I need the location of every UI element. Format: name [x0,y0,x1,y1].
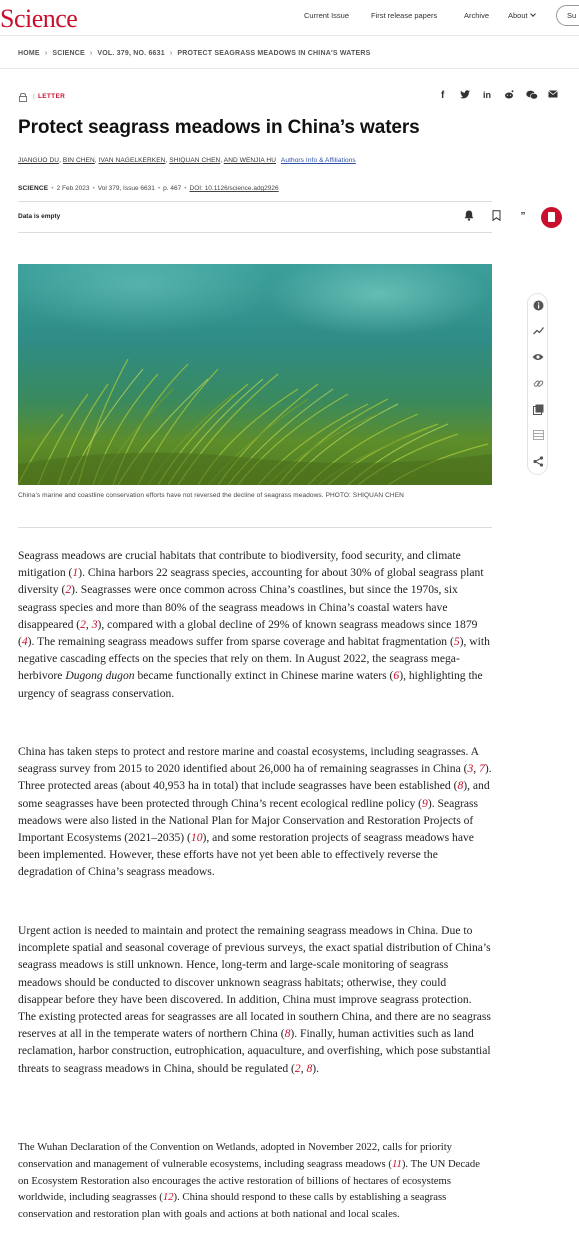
references-icon[interactable] [532,404,544,416]
reference-link[interactable]: 9 [422,796,428,810]
figure-caption: China’s marine and coastline conservation efforts have not reversed the decline of seagrass meadows. PHOTO: SHIQUAN CHEN [18,492,404,499]
breadcrumb [18,50,370,57]
twitter-icon[interactable] [460,90,470,102]
divider [0,68,579,69]
linkedin-icon[interactable]: in [483,90,491,100]
author-link[interactable]: SHIQUAN CHEN [169,157,221,164]
reference-link[interactable]: 7 [479,762,485,776]
chevron-down-icon [530,11,536,17]
publish-date: 2 Feb 2023 [56,185,90,192]
separator-dot: • [92,185,95,192]
nav-current-issue[interactable]: Current Issue [304,11,350,20]
wechat-icon[interactable] [526,90,538,102]
author-link[interactable]: AND WENJIA HU [223,157,277,164]
journal-name: SCIENCE [18,185,49,192]
reference-link[interactable]: 4 [21,635,28,649]
article-title: Protect seagrass meadows in China’s waters [18,117,420,138]
breadcrumb-current: PROTECT SEAGRASS MEADOWS IN CHINA'S WATERS [177,50,371,57]
species-name: Dugong dugon [65,669,135,683]
article-meta [18,185,279,192]
reference-link[interactable]: 2 [80,617,86,631]
reference-link[interactable]: 2 [294,1061,301,1075]
cite-icon[interactable]: ” [520,211,526,222]
reference-link[interactable]: 3 [91,617,98,631]
bookmark-icon[interactable] [489,210,503,224]
author-link[interactable]: JIANGUO DU [18,157,60,164]
facebook-icon[interactable]: f [441,90,445,101]
breadcrumb-separator: › [169,50,173,57]
metrics-icon[interactable] [532,326,544,338]
email-icon[interactable] [548,90,558,102]
divider [18,232,492,233]
breadcrumb-science[interactable]: SCIENCE [52,50,85,57]
author-link[interactable]: IVAN NAGELKERKEN [98,157,166,164]
lock-icon [19,93,25,100]
alert-bell-icon[interactable] [462,210,476,224]
reference-link[interactable]: 3 [467,762,474,776]
site-logo[interactable]: Science [0,4,78,33]
reference-link[interactable]: 11 [391,1157,402,1170]
article-tools-sidebar [527,293,548,475]
reference-link[interactable]: 1 [72,566,79,580]
paragraph-2: China has taken steps to protect and restore marine and coastal ecosystems, including seagrasses. A seagrass survey from 2015 to 2020 identified about 26,000 ha of remaining seagrasses in China (3, 7). Three protected areas (about 40,953 ha in total) that include seagrasses have been established (8), and some seagrasses have been protected through China’s recent ecological redline policy (9). Seagrass meadows were also listed in the National Plan for Major Conservation and Restoration Projects of Important Ecosystems (2021–2035) (10), and some restoration projects of seagrass meadows have been implemented. However, these efforts have not yet been able to effectively reverse the degradation of China’s seagrass meadows. [18,745,492,879]
nav-about-label: About [508,11,528,20]
view-icon[interactable] [532,352,544,364]
subscribe-button[interactable]: Su [556,5,579,26]
top-navigation [0,0,579,36]
authors-affiliations-link[interactable]: Authors Info & Affiliations [280,157,356,164]
breadcrumb-separator: › [44,50,48,57]
page-number: p. 467 [163,185,182,192]
author-link[interactable]: BIN CHEN [62,157,95,164]
divider [18,527,492,528]
nav-archive[interactable]: Archive [464,11,490,20]
nav-first-release[interactable]: First release papers [371,11,438,20]
info-icon[interactable] [532,300,544,312]
author-list: JIANGUO DU, BIN CHEN, IVAN NAGELKERKEN, SHIQUAN CHEN, AND WENJIA HU Authors Info & Affiliations [18,157,356,164]
separator-dot: • [157,185,161,192]
nav-about[interactable] [508,11,535,20]
separator-dot: • [184,185,187,192]
link-icon[interactable] [532,378,544,390]
seagrass-illustration [18,264,492,485]
seagrass-photo [18,264,492,485]
share-icon[interactable] [532,456,544,468]
divider-bar: | [33,93,35,100]
reference-link[interactable]: 12 [162,1191,174,1204]
article-type [33,93,65,100]
reference-link[interactable]: 2 [65,583,72,597]
reddit-icon[interactable] [504,90,514,102]
reference-link[interactable]: 8 [284,1027,291,1041]
article-type-label: LETTER [38,93,66,100]
breadcrumb-separator: › [89,50,93,57]
reference-link[interactable]: 8 [457,779,464,793]
metrics-status: Data is empty [18,213,61,220]
volume-issue[interactable]: Vol 379, Issue 6631 [97,185,155,192]
breadcrumb-volume[interactable]: VOL. 379, NO. 6631 [97,50,165,57]
reference-link[interactable]: 6 [393,669,400,683]
doi-link[interactable]: DOI: 10.1126/science.adg2926 [189,185,279,192]
reference-link[interactable]: 5 [453,635,460,649]
reference-link[interactable]: 8 [306,1061,313,1075]
divider [18,201,492,202]
table-icon[interactable] [532,430,544,442]
paragraph-1: Seagrass meadows are crucial habitats that contribute to biodiversity, food security, and climate mitigation (1). China harbors 22 seagrass species, accounting for about 30% of global seagrass plant diversity (2). Seagrasses were once common across China’s coastlines, but since the 1970s, six seagrass species and more than 80% of the seagrass meadows in China’s coastal waters have disappeared (2, 3), compared with a global decline of 29% of known seagrass meadows since 1879 (4). The remaining seagrass meadows suffer from sparse coverage and habitat fragmentation (5), with negative cascading effects on the species that rely on them. In August 2022, the seagrass mega-herbivore Dugong dugon became functionally extinct in Chinese marine waters (6), highlighting the urgency of seagrass conservation. [18,549,490,700]
reference-link[interactable]: 10 [190,831,203,845]
paragraph-4: The Wuhan Declaration of the Convention on Wetlands, adopted in November 2022, calls for priority conservation and management of vulnerable ecosystems, including seagrass meadows (11). The UN Decade on Ecosystem Restoration also encourages the active restoration of billions of hectares of ecosystems worldwide, including seagrasses (12). China should respond to these calls by establishing a seagrass conservation and restoration plan with goals and actions at both national and local scales. [18,1141,481,1221]
pdf-download-button[interactable] [541,207,562,228]
breadcrumb-home[interactable]: HOME [18,50,40,57]
paragraph-3: Urgent action is needed to maintain and protect the remaining seagrass meadows in China. Due to incomplete spatial and seasonal coverage of previous surveys, the exact spatial distribution of China’s seagrass meadows is still unknown. Hence, long-term and large-scale monitoring of seagrass meadows should be conducted to discover unknown seagrass habitats; otherwise, they could disappear before they have been discovered. In addition, China must improve seagrass protection. The existing protected areas for seagrasses are all located in southern China, and there are no seagrass reserves at all in the temperate waters of northern China (8). Finally, human activities such as land reclamation, harbor construction, eutrophication, aquaculture, and overfishing, which pose substantial threats to seagrass meadows in China, should be regulated (2, 8). [18,924,491,1075]
separator-dot: • [51,185,54,192]
